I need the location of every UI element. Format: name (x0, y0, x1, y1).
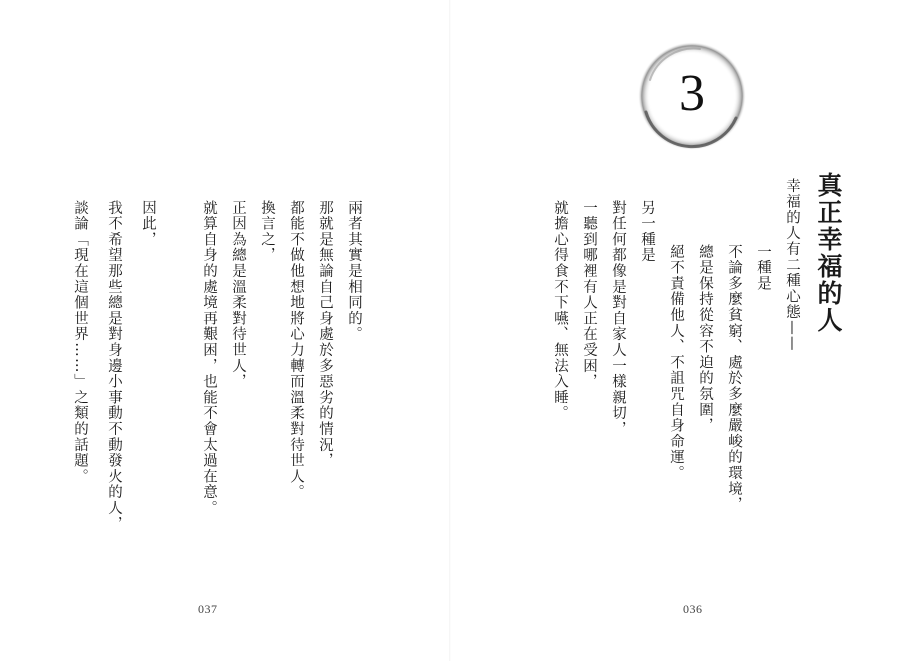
page-number-right: 036 (683, 602, 703, 616)
left-line-9: 談論「現在這個世界……」之類的話題。 (72, 200, 88, 485)
page-number-left: 037 (198, 602, 218, 616)
right-line-5: 絕不責備他人、不詛咒自身命運。 (668, 244, 684, 481)
right-line-6: 另一種是 (639, 200, 655, 264)
left-line-7: 因此， (140, 200, 156, 248)
chapter-title: 真正幸福的人 (814, 172, 843, 334)
right-line-7: 對任何都像是對自家人一樣親切， (610, 200, 626, 437)
right-line-9: 就擔心得食不下嚥、無法入睡。 (552, 200, 568, 422)
left-line-6: 就算自身的處境再艱困，也能不會太過在意。 (201, 200, 217, 516)
right-line-8: 一聽到哪裡有人正在受困， (581, 200, 597, 390)
left-line-4: 換言之， (259, 200, 275, 264)
left-line-3: 都能不做他想地將心力轉而溫柔對待世人。 (288, 200, 304, 501)
right-line-4: 總是保持從容不迫的氛圍， (697, 244, 713, 434)
left-line-1: 兩者其實是相同的。 (346, 200, 362, 343)
chapter-number: 3 (679, 65, 705, 122)
page-gutter (449, 0, 451, 661)
right-line-2: 一種是 (755, 244, 771, 292)
left-line-5: 正因為總是溫柔對待世人， (230, 200, 246, 390)
left-line-2: 那就是無論自己身處於多惡劣的情況， (317, 200, 333, 469)
right-line-3: 不論多麼貧窮、處於多麼嚴峻的環境， (726, 244, 742, 513)
right-line-1: 幸福的人有二種心態—— (784, 178, 800, 352)
left-line-8: 我不希望那些總是對身邊小事動不動發火的人， (106, 200, 122, 532)
